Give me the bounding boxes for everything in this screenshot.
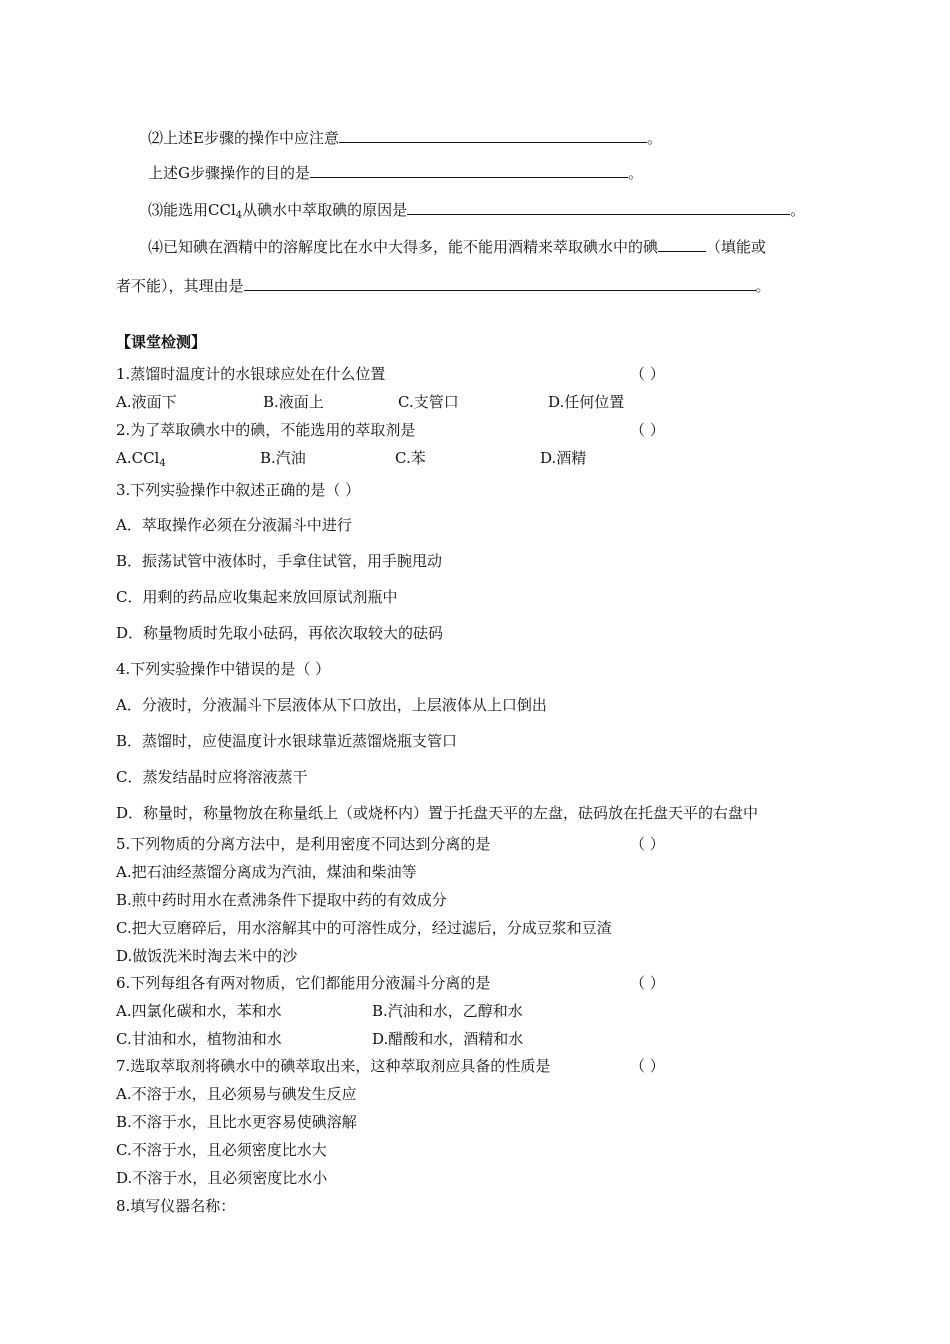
option-d[interactable]: D.做饭洗米时淘去米中的沙 xyxy=(116,947,298,965)
option-b[interactable]: B．蒸馏时，应使温度计水银球靠近蒸馏烧瓶支管口 xyxy=(116,732,458,750)
option-d[interactable]: D.任何位置 xyxy=(548,393,625,411)
option-c[interactable]: C.不溶于水，且必须密度比水大 xyxy=(116,1141,327,1159)
answer-paren[interactable]: （ ） xyxy=(630,1057,665,1075)
answer-blank[interactable] xyxy=(339,128,647,143)
question-stem: 5.下列物质的分离方法中，是利用密度不同达到分离的是 xyxy=(116,835,491,853)
option-c[interactable]: C.苯 xyxy=(395,449,426,467)
section-title: 【课堂检测】 xyxy=(116,333,207,351)
question-stem: 6.下列每组各有两对物质，它们都能用分液漏斗分离的是 xyxy=(116,974,491,992)
option-d[interactable]: D．称量物质时先取小砝码，再依次取较大的砝码 xyxy=(116,624,444,642)
option-b[interactable]: B.不溶于水，且比水更容易使碘溶解 xyxy=(116,1113,357,1131)
question-stem: 1.蒸馏时温度计的水银球应处在什么位置 xyxy=(116,365,386,383)
option-c[interactable]: C．蒸发结晶时应将溶液蒸干 xyxy=(116,768,308,786)
option-b[interactable]: B.汽油和水，乙醇和水 xyxy=(372,1002,523,1020)
option-a[interactable]: A．分液时，分液漏斗下层液体从下口放出，上层液体从上口倒出 xyxy=(116,696,547,714)
q2-g-step-line: 上述G步骤操作的目的是 。 xyxy=(148,164,643,182)
question-stem: 8.填写仪器名称： xyxy=(116,1197,236,1215)
option-d[interactable]: D．称量时，称量物放在称量纸上（或烧杯内）置于托盘天平的左盘，砝码放在托盘天平的右盘中 xyxy=(116,804,759,822)
option-a[interactable]: A.CCl$_4$ xyxy=(116,449,166,469)
option-b[interactable]: B.液面上 xyxy=(263,393,324,411)
option-c[interactable]: C.甘油和水，植物油和水 xyxy=(116,1030,282,1048)
q2-e-step-text: ⑵上述E步骤的操作中应注意 xyxy=(148,129,339,147)
option-a[interactable]: A.把石油经蒸馏分离成为汽油，煤油和柴油等 xyxy=(116,863,417,881)
q4-reason-line: 者不能），其理由是 。 xyxy=(116,277,771,295)
answer-paren[interactable]: （ ） xyxy=(630,421,665,439)
option-d[interactable]: D.酒精 xyxy=(540,449,587,467)
answer-blank[interactable] xyxy=(244,276,756,291)
answer-paren[interactable]: （ ） xyxy=(630,974,665,992)
option-c[interactable]: C．用剩的药品应收集起来放回原试剂瓶中 xyxy=(116,588,398,606)
answer-paren[interactable]: （ ） xyxy=(630,365,665,383)
answer-blank[interactable] xyxy=(310,163,628,178)
answer-blank[interactable] xyxy=(407,200,790,215)
option-d[interactable]: D.醋酸和水，酒精和水 xyxy=(372,1030,524,1048)
option-a[interactable]: A．萃取操作必须在分液漏斗中进行 xyxy=(116,516,352,534)
question-stem: 7.选取萃取剂将碘水中的碘萃取出来，这种萃取剂应具备的性质是 xyxy=(116,1057,551,1075)
answer-paren[interactable]: （ ） xyxy=(630,835,665,853)
option-a[interactable]: A.四氯化碳和水，苯和水 xyxy=(116,1002,282,1020)
option-a[interactable]: A.不溶于水，且必须易与碘发生反应 xyxy=(116,1085,357,1103)
q2-e-step-line: ⑵上述E步骤的操作中应注意 。 xyxy=(148,129,662,147)
option-b[interactable]: B.汽油 xyxy=(260,449,306,467)
option-a[interactable]: A.液面下 xyxy=(116,393,177,411)
option-b[interactable]: B．振荡试管中液体时，手拿住试管，用手腕甩动 xyxy=(116,552,443,570)
q4-alcohol-line: ⑷已知碘在酒精中的溶解度比在水中大得多，能不能用酒精来萃取碘水中的碘 （填能或 xyxy=(148,238,767,256)
option-d[interactable]: D.不溶于水，且必须密度比水小 xyxy=(116,1169,328,1187)
option-c[interactable]: C.把大豆磨碎后，用水溶解其中的可溶性成分，经过滤后，分成豆浆和豆渣 xyxy=(116,919,612,937)
question-stem: 3.下列实验操作中叙述正确的是（ ） xyxy=(116,481,361,499)
question-stem: 4.下列实验操作中错误的是（ ） xyxy=(116,660,331,678)
question-stem: 2.为了萃取碘水中的碘，不能选用的萃取剂是 xyxy=(116,421,416,439)
option-c[interactable]: C.支管口 xyxy=(398,393,459,411)
q2-g-step-text: 上述G步骤操作的目的是 xyxy=(148,164,310,182)
q3-reason-line: ⑶能选用CCl$_4$从碘水中萃取碘的原因是 。 xyxy=(148,201,806,221)
answer-blank[interactable] xyxy=(658,237,706,252)
option-b[interactable]: B.煎中药时用水在煮沸条件下提取中药的有效成分 xyxy=(116,891,447,909)
